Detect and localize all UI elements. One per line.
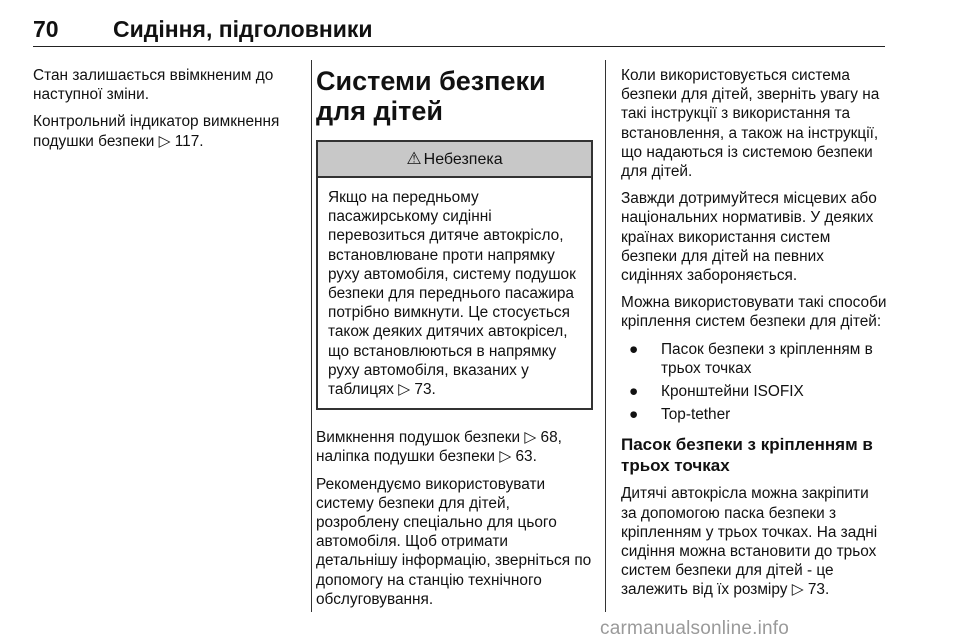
page-header: [33, 8, 885, 46]
list-item-text: Top-tether: [661, 406, 731, 424]
page-reference-number: 117: [174, 132, 200, 150]
page-reference[interactable]: [499, 448, 532, 465]
reference-arrow-icon: ▷: [791, 581, 804, 599]
warning-header: [318, 142, 591, 178]
paragraph: Контрольний індикатор вимкнення подушки безпеки ▷ 117.: [33, 113, 280, 150]
page-reference-number: 73: [807, 581, 825, 599]
section-title: Системи безпеки для дітей: [316, 66, 546, 126]
page-reference[interactable]: [524, 429, 557, 446]
column-divider: [605, 60, 606, 612]
column-3: [621, 66, 887, 608]
reference-arrow-icon: ▷: [158, 132, 171, 150]
page-reference[interactable]: [159, 133, 200, 150]
list-item-text: Пасок безпеки з кріпленням в трьох точках: [661, 340, 873, 377]
paragraph: Коли використовується система безпеки для дітей, зверніть увагу на такі інструкції з використання та встановлення, а також на інструкції, що надаються із системою безпеки для дітей.: [621, 67, 880, 181]
warning-title: Небезпека: [423, 151, 503, 168]
paragraph: Рекомендуємо використовувати систему безпеки для дітей, розроблену спеціально для цього автомобіля. Щоб отримати детальнішу інформацію, зверніться по допомогу на станцію технічного обслуговування.: [316, 475, 592, 608]
reference-arrow-icon: ▷: [398, 381, 411, 399]
warning-text: Якщо на передньому пасажирському сидінні перевозиться дитяче автокрісло, встановлюване проти напрямку руху автомобіля, систему подушок безпеки для переднього пасажира потрібно вимкнути. Це стосується також деяких дитячих автокрісел, що встановлюються в напрямку руху автомобіля, вказаних у таблицях: [328, 189, 576, 399]
reference-arrow-icon: ▷: [499, 448, 512, 466]
paragraph-text: Вимкнення подушок безпеки: [316, 429, 521, 447]
list-item: [621, 382, 887, 401]
reference-arrow-icon: ▷: [524, 429, 537, 447]
watermark: carmanualsonline.info: [600, 618, 790, 639]
paragraph: Завжди дотримуйтеся місцевих або національних нормативів. У деяких країнах використання систем безпеки для дітей на певних сидіннях забороняється.: [621, 190, 877, 285]
page-reference-number: 68: [540, 429, 558, 447]
column-1: [33, 66, 295, 159]
header-rule: [33, 46, 885, 47]
paragraph-text: Дитячі автокрісла можна закріпити за допомогою паска безпеки з кріпленням у трьох точках. На задні сидіння можна встановити до трьох систем безпеки для дітей - це залежить від їх розміру: [621, 485, 878, 599]
list-item: [621, 340, 887, 378]
column-divider: [311, 60, 312, 612]
paragraph-text: Контрольний індикатор вимкнення подушки безпеки: [33, 113, 280, 150]
paragraph: Стан залишається ввімкненим до наступної зміни.: [33, 67, 274, 104]
chapter-title: Сидіння, підголовники: [113, 16, 373, 42]
paragraph-text: наліпка подушки безпеки: [316, 448, 496, 466]
page-reference-number: 73: [414, 381, 432, 399]
list-item: [621, 405, 887, 424]
warning-triangle-icon: ⚠: [406, 149, 422, 168]
column-2: [316, 66, 593, 617]
warning-box: [316, 140, 593, 410]
paragraph: Дитячі автокрісла можна закріпити за допомогою паска безпеки з кріпленням у трьох точках. На задні сидіння можна встановити до трьох систем безпеки для дітей - це залежить від їх розміру ▷ 73.: [621, 485, 878, 599]
warning-body: Якщо на передньому пасажирському сидінні перевозиться дитяче автокрісло, встановлюване проти напрямку руху автомобіля, систему подушок безпеки для переднього пасажира потрібно вимкнути. Це стосується також деяких дитячих автокрісел, що встановлюються в напрямку руху автомобіля, вказаних у таблицях ▷ 73.: [328, 189, 576, 399]
bullet-list: [621, 340, 887, 425]
page-reference-number: 63: [515, 448, 533, 466]
paragraph: Можна використовувати такі способи кріплення систем безпеки для дітей:: [621, 294, 887, 331]
page-reference[interactable]: [792, 581, 825, 598]
subsection-title: Пасок безпеки з кріпленням в трьох точках: [621, 435, 873, 476]
paragraph: Вимкнення подушок безпеки ▷ 68, наліпка подушки безпеки ▷ 63.: [316, 429, 562, 466]
bullet-icon: ●: [629, 406, 639, 424]
page-number: 70: [33, 16, 59, 42]
page-reference[interactable]: [398, 381, 431, 398]
bullet-icon: ●: [629, 383, 639, 401]
list-item-text: Кронштейни ISOFIX: [661, 383, 804, 401]
bullet-icon: ●: [629, 340, 639, 358]
